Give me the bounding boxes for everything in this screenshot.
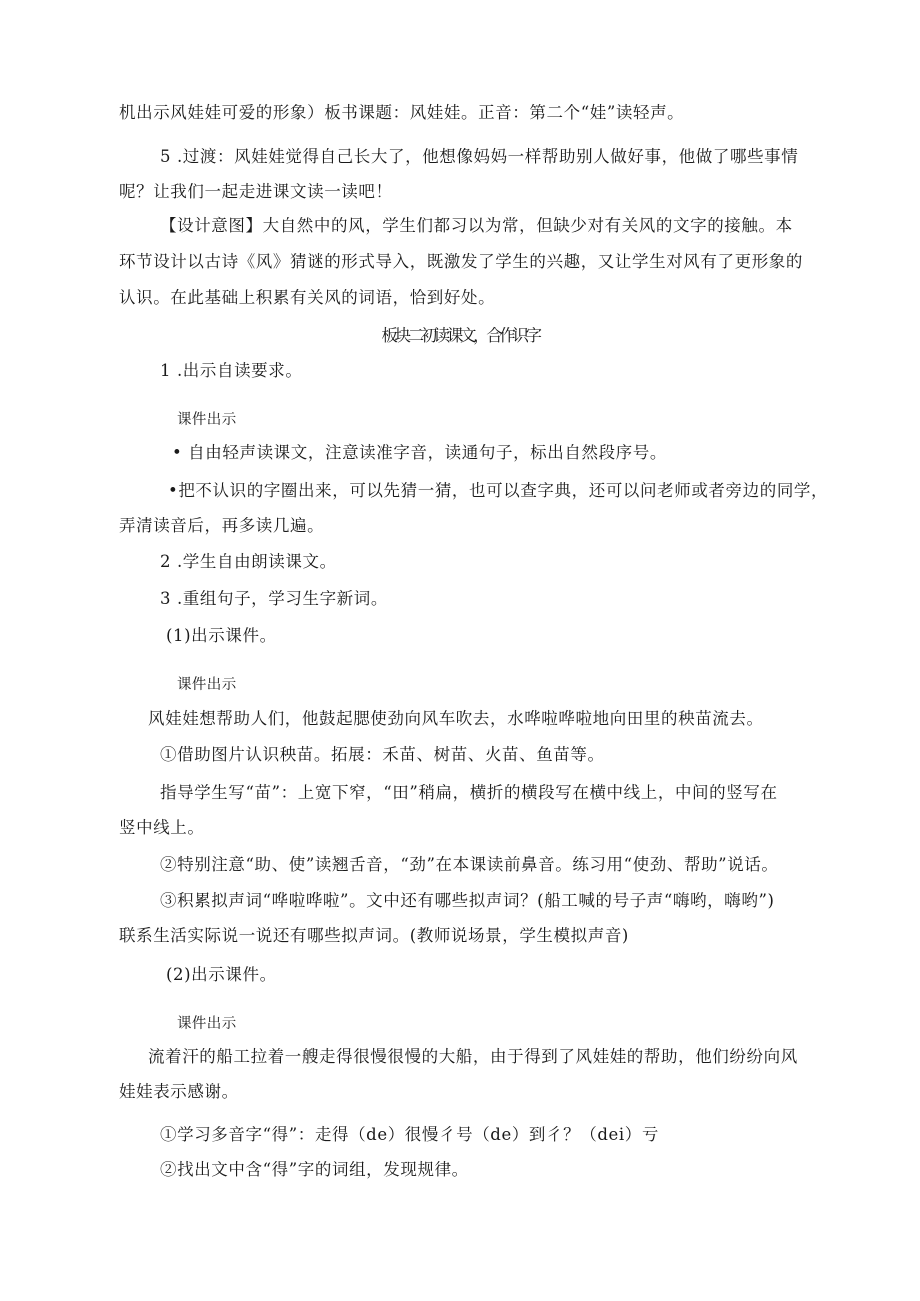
courseware-label: 课件出示 (177, 1016, 237, 1032)
paragraph-line: ①借助图片认识秧苗。拓展：禾苗、树苗、火苗、鱼苗等。 (160, 745, 605, 764)
paragraph-line: ③积累拟声词“哗啦哗啦”。文中还有哪些拟声词？(船工喊的号子声“嗨哟，嗨哟”) (160, 891, 775, 910)
paragraph-line: (1)出示课件。 (166, 626, 277, 645)
paragraph-line: 3 .重组句子，学习生字新词。 (160, 589, 388, 608)
courseware-label: 课件出示 (177, 677, 237, 693)
paragraph-line: 呢？让我们一起走进课文读一读吧！ (119, 182, 393, 201)
paragraph-line: 1 .出示自读要求。 (160, 361, 303, 380)
paragraph-line: 指导学生写“苗”：上宽下窄，“田”稍扁，横折的横段写在横中线上，中间的竖写在 (160, 783, 778, 802)
section-heading: 板块二初读课文，合作识字 (381, 326, 539, 345)
paragraph-line: ①学习多音字“得”：走得（de）很慢彳号（de）到彳？（dei）亏 (160, 1125, 659, 1144)
paragraph-line: 机出示风娃娃可爱的形象）板书课题：风娃娃。正音：第二个“娃”读轻声。 (119, 103, 685, 122)
paragraph-line: 【设计意图】大自然中的风，学生们都习以为常，但缺少对有关风的文字的接触。本 (160, 216, 793, 235)
courseware-label: 课件出示 (177, 412, 237, 428)
paragraph-line: 流着汗的船工拉着一艘走得很慢很慢的大船，由于得到了风娃娃的帮助，他们纷纷向风 (148, 1047, 798, 1066)
paragraph-line: 5 .过渡：风娃娃觉得自己长大了，他想像妈妈一样帮助别人做好事，他做了哪些事情 (160, 147, 799, 166)
paragraph-line: 认识。在此基础上积累有关风的词语，恰到好处。 (119, 288, 496, 307)
paragraph-line: ②找出文中含“得”字的词组，发现规律。 (160, 1160, 469, 1179)
paragraph-line: ②特别注意“助、使”读翘舌音，“劲”在本课读前鼻音。练习用“使劲、帮助”说话。 (160, 855, 779, 874)
paragraph-line: 娃娃表示感谢。 (119, 1082, 239, 1101)
paragraph-line: 联系生活实际说一说还有哪些拟声词。(教师说场景，学生模拟声音) (119, 926, 629, 945)
bullet-line: •把不认识的字圈出来，可以先猜一猜，也可以查字典，还可以问老师或者旁边的同学， (168, 481, 829, 500)
paragraph-line: (2)出示课件。 (166, 965, 277, 984)
paragraph-line: 环节设计以古诗《风》猜谜的形式导入，既激发了学生的兴趣，又让学生对风有了更形象的 (119, 252, 803, 271)
paragraph-line: 风娃娃想帮助人们，他鼓起腮使劲向风车吹去，水哗啦哗啦地向田里的秧苗流去。 (148, 709, 764, 728)
bullet-line: • 自由轻声读课文，注意读准字音，读通句子，标出自然段序号。 (172, 443, 667, 462)
paragraph-line: 弄清读音后，再多读几遍。 (119, 516, 325, 535)
paragraph-line: 2 .学生自由朗读课文。 (160, 552, 337, 571)
paragraph-line: 竖中线上。 (119, 818, 205, 837)
